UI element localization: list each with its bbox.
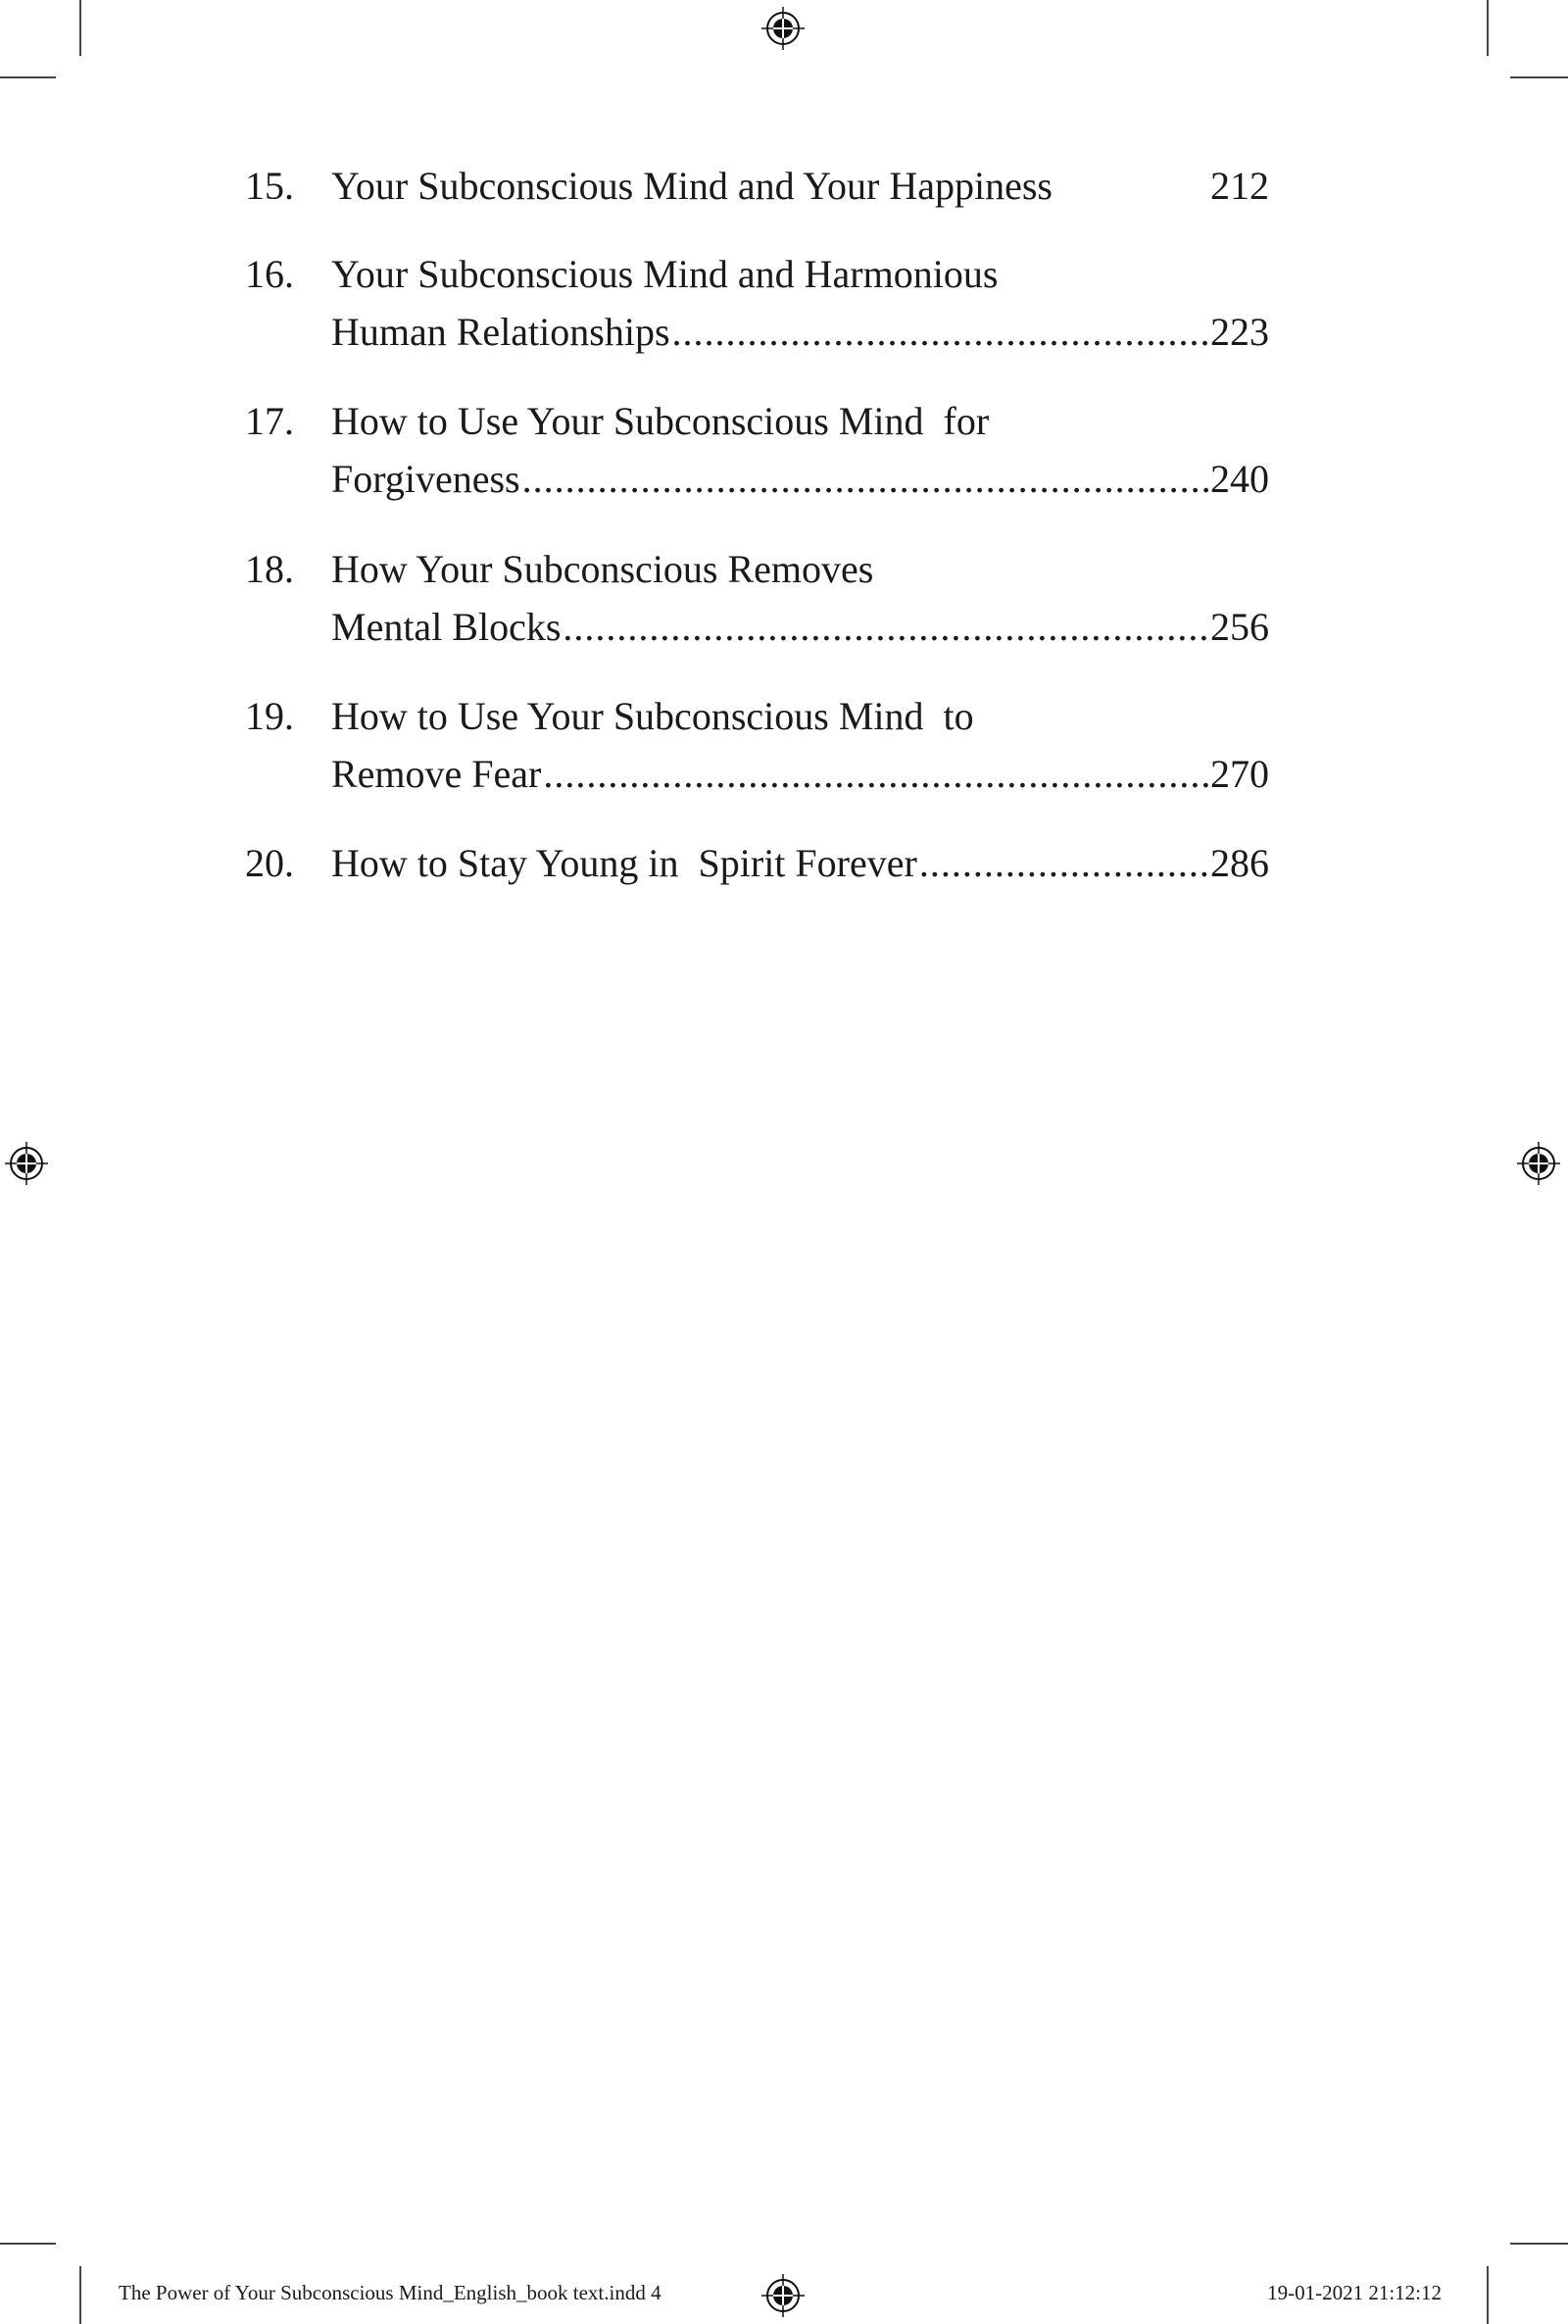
toc-entry-16 <box>245 245 1269 361</box>
chapter-title: How Your Subconscious Removes <box>331 547 874 591</box>
page-number: 223 <box>1210 310 1269 354</box>
registration-mark-icon <box>760 2273 806 2318</box>
dot-leader <box>563 598 1208 656</box>
chapter-number: 19. <box>245 694 294 738</box>
dot-leader <box>919 834 1208 892</box>
page-number: 256 <box>1210 605 1269 649</box>
toc-entry-15 <box>245 157 1269 215</box>
crop-mark <box>79 0 81 56</box>
chapter-number: 15. <box>245 164 294 208</box>
chapter-title-continued: Forgiveness <box>331 457 520 501</box>
dot-leader <box>672 303 1208 361</box>
registration-mark-icon <box>4 1141 49 1186</box>
page-number: 212 <box>1210 164 1269 208</box>
chapter-title: How to Use Your Subconscious Mind to <box>331 694 974 738</box>
chapter-title: Your Subconscious Mind and Your Happiness <box>331 164 1053 208</box>
toc-entry-18 <box>245 540 1269 656</box>
crop-mark <box>1487 0 1489 56</box>
chapter-title-continued: Human Relationships <box>331 310 670 354</box>
crop-mark <box>0 2243 56 2245</box>
registration-mark-icon <box>1516 1141 1561 1186</box>
chapter-number: 20. <box>245 841 294 885</box>
crop-mark <box>1510 2243 1568 2245</box>
dot-leader <box>543 745 1208 803</box>
crop-mark <box>79 2266 81 2324</box>
toc-entry-19 <box>245 687 1269 803</box>
toc-entry-20 <box>245 834 1269 892</box>
slug-filename: The Power of Your Subconscious Mind_English_book text.indd 4 <box>119 2281 662 2304</box>
slug-timestamp: 19-01-2021 21:12:12 <box>1267 2281 1442 2304</box>
chapter-number: 17. <box>245 399 294 443</box>
chapter-title: How to Use Your Subconscious Mind for <box>331 399 990 443</box>
page-number: 270 <box>1210 752 1269 796</box>
chapter-number: 18. <box>245 547 294 591</box>
chapter-title-continued: Remove Fear <box>331 752 542 796</box>
toc-entry-17 <box>245 392 1269 508</box>
page-number: 240 <box>1210 457 1269 501</box>
chapter-title: Your Subconscious Mind and Harmonious <box>331 252 999 296</box>
dot-leader <box>522 450 1208 508</box>
crop-mark <box>1487 2266 1489 2324</box>
chapter-number: 16. <box>245 252 294 296</box>
chapter-title-continued: Mental Blocks <box>331 605 562 649</box>
crop-mark <box>0 76 56 78</box>
chapter-title: How to Stay Young in Spirit Forever <box>331 841 917 885</box>
crop-mark <box>1510 76 1568 78</box>
registration-mark-icon <box>760 6 806 51</box>
page-number: 286 <box>1210 841 1269 885</box>
